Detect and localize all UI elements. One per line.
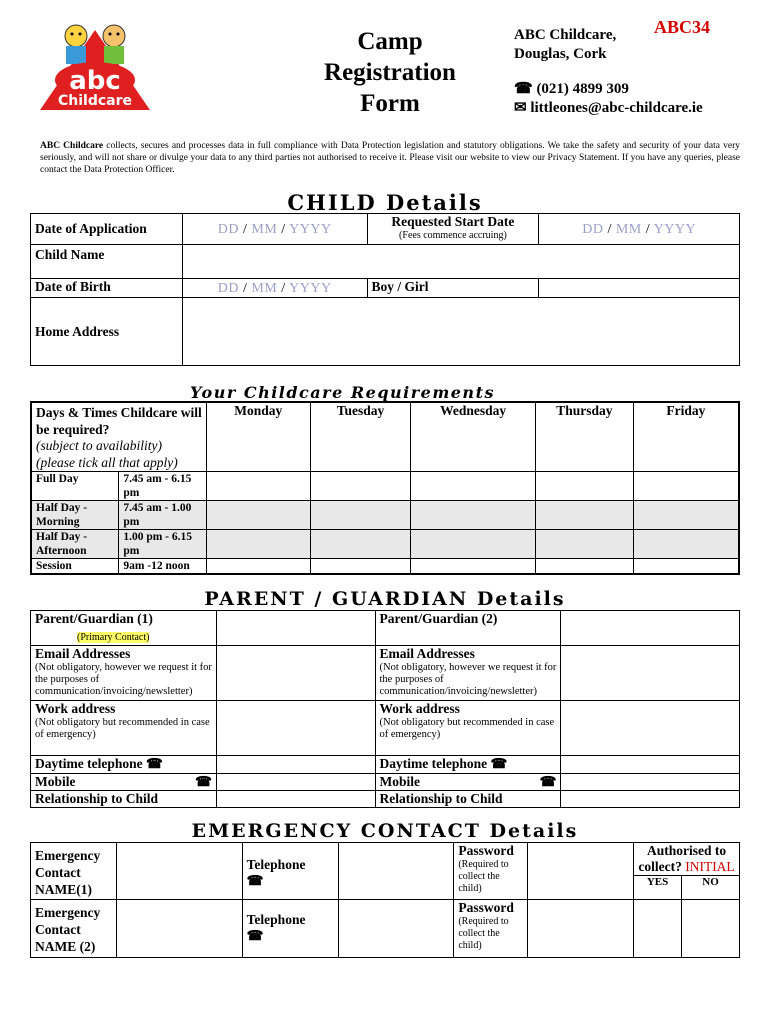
tick-cell[interactable] (206, 472, 310, 501)
primary-contact-badge: (Primary Contact) (77, 632, 150, 643)
logo-brand: abc (69, 66, 121, 96)
pg1-label: Parent/Guardian (1) (35, 611, 153, 626)
yyyy-placeholder: YYYY (289, 281, 332, 296)
requested-start-label-cell (367, 214, 539, 245)
org-block (514, 26, 703, 118)
email-label: Email Addresses (35, 646, 131, 661)
phone-icon: ☎ (490, 756, 508, 771)
abc-logo (36, 18, 154, 114)
initial-label: INITIAL (685, 859, 735, 874)
table-row (31, 472, 739, 501)
emergency-name1-field[interactable] (116, 843, 242, 900)
relationship-label-1: Relationship to Child (31, 791, 217, 808)
tick-cell[interactable] (411, 559, 536, 575)
requirements-header-sub1: (subject to availability) (36, 438, 162, 453)
emergency-name1-label: Emergency Contact NAME(1) (31, 843, 117, 900)
password-note: (Required to collect the child) (458, 916, 509, 951)
child-section-title: CHILD Details (287, 190, 483, 215)
pg1-work-field[interactable] (216, 701, 375, 756)
relationship-label-2: Relationship to Child (375, 791, 561, 808)
yes-tick-2[interactable] (634, 900, 682, 958)
date-separator: / (281, 281, 286, 296)
form-title-line3: Form (360, 90, 420, 117)
pg2-label: Parent/Guardian (2) (375, 611, 561, 646)
daytime-label-text: Daytime telephone (379, 756, 488, 771)
org-email-row[interactable] (514, 99, 703, 118)
org-address: Douglas, Cork (514, 46, 607, 62)
date-separator: / (242, 222, 248, 237)
telephone-label-2 (242, 900, 338, 958)
phone-icon: ☎ (246, 873, 264, 888)
child-name-field[interactable] (182, 245, 739, 279)
telephone-label-text: Telephone (246, 912, 306, 927)
home-address-label: Home Address (31, 298, 183, 366)
pg2-work-field[interactable] (561, 701, 740, 756)
pg2-email-field[interactable] (561, 646, 740, 701)
daytime-label-1 (31, 756, 217, 774)
row-time-half-day-afternoon: 1.00 pm - 6.15 pm (119, 530, 207, 559)
table-row (31, 501, 739, 530)
daytime-label-text: Daytime telephone (35, 756, 143, 771)
phone-icon: ☎ (195, 774, 212, 789)
email-label: Email Addresses (379, 646, 475, 661)
phone-icon: ☎ (539, 774, 557, 789)
date-of-birth-label: Date of Birth (31, 279, 183, 298)
org-email[interactable]: littleones@abc-childcare.ie (530, 100, 703, 116)
email-label-cell-1 (31, 646, 217, 701)
pg2-relationship-field[interactable] (561, 791, 740, 808)
requirements-header (31, 402, 206, 472)
tick-cell[interactable] (206, 501, 310, 530)
home-address-field[interactable] (182, 298, 739, 366)
parent-section-title: PARENT / GUARDIAN Details (204, 588, 566, 610)
requirements-header-sub2: (please tick all that apply) (36, 454, 178, 470)
emergency-name2-label: Emergency Contact NAME (2) (31, 900, 117, 958)
pg1-daytime-field[interactable] (216, 756, 375, 774)
row-time-half-day-morning: 7.45 am - 1.00 pm (119, 501, 207, 530)
date-of-application-field[interactable] (182, 214, 367, 245)
tick-cell[interactable] (536, 501, 634, 530)
tick-cell[interactable] (411, 530, 536, 559)
tick-cell[interactable] (536, 530, 634, 559)
tick-cell[interactable] (310, 472, 411, 501)
day-header-thursday: Thursday (536, 402, 634, 472)
emergency-password1-field[interactable] (528, 843, 634, 900)
yes-column[interactable] (634, 876, 682, 900)
yes-label: YES (646, 876, 669, 888)
tick-cell[interactable] (310, 530, 411, 559)
row-time-full-day: 7.45 am - 6.15 pm (119, 472, 207, 501)
form-title-line1: Camp (357, 28, 423, 55)
tick-cell[interactable] (633, 530, 739, 559)
tick-cell[interactable] (633, 501, 739, 530)
emergency-password2-field[interactable] (528, 900, 634, 958)
privacy-brand: ABC Childcare (40, 141, 104, 151)
privacy-text: collects, secures and processes data in full compliance with Data Protection legislation and statutory obligations. We take the safety and security of your data very seriously, and will not share or divulge your data to any third parties not authorised to receive it. Please visit our website to view our Privacy Statement. If you have any queries, please contact the Data Protection Officer. (40, 141, 740, 175)
row-name-session: Session (31, 559, 119, 575)
work-note: (Not obligatory but recommended in case of emergency) (35, 717, 210, 740)
org-phone-row (514, 80, 703, 99)
pg1-relationship-field[interactable] (216, 791, 375, 808)
mobile-label-text: Mobile (35, 774, 76, 789)
pg1-email-field[interactable] (216, 646, 375, 701)
logo-sub: Childcare (57, 93, 132, 109)
tick-cell[interactable] (633, 559, 739, 575)
phone-icon: ☎ (246, 928, 264, 943)
dd-placeholder: DD (217, 281, 239, 296)
tick-cell[interactable] (633, 472, 739, 501)
emergency-section-title: EMERGENCY CONTACT Details (191, 820, 579, 842)
phone-icon: ☎ (514, 81, 533, 97)
yyyy-placeholder: YYYY (289, 222, 332, 237)
fees-note: (Fees commence accruing) (399, 230, 507, 241)
child-name-label: Child Name (31, 245, 183, 279)
work-label-cell-2 (375, 701, 561, 756)
mm-placeholder: MM (251, 222, 278, 237)
pg2-name-field[interactable] (561, 611, 740, 646)
row-name-half-day-afternoon: Half Day - Afternoon (31, 530, 119, 559)
mm-placeholder: MM (251, 281, 278, 296)
email-label-cell-2 (375, 646, 561, 701)
tick-cell[interactable] (206, 530, 310, 559)
no-tick-2[interactable] (682, 900, 740, 958)
pg2-daytime-field[interactable] (561, 756, 740, 774)
password-label: Password (458, 843, 514, 858)
tick-cell[interactable] (310, 559, 411, 575)
password-note: (Required to collect the child) (458, 859, 509, 894)
telephone-label-text: Telephone (246, 857, 306, 872)
emergency-name2-field[interactable] (116, 900, 242, 958)
row-name-full-day: Full Day (31, 472, 119, 501)
day-header-wednesday: Wednesday (411, 402, 536, 472)
form-title (300, 26, 480, 119)
no-label: NO (702, 876, 719, 888)
table-row (31, 530, 739, 559)
work-label-cell-1 (31, 701, 217, 756)
work-address-label: Work address (379, 701, 460, 716)
email-note: (Not obligatory, however we request it for the purposes of communication/invoicing/newsletter) (379, 662, 557, 697)
date-of-birth-field[interactable] (182, 279, 367, 298)
requested-start-field[interactable] (539, 214, 740, 245)
date-of-application-label: Date of Application (31, 214, 183, 245)
form-code: ABC34 (654, 17, 711, 37)
pg1-name-field[interactable] (216, 611, 375, 646)
tick-cell[interactable] (411, 501, 536, 530)
date-separator: / (645, 222, 651, 237)
authorised-header (634, 843, 740, 876)
work-note: (Not obligatory but recommended in case of emergency) (379, 717, 555, 740)
privacy-statement (40, 140, 740, 176)
emergency-tel1-field[interactable] (338, 843, 454, 900)
table-row (31, 559, 739, 575)
yyyy-placeholder: YYYY (653, 222, 697, 237)
mobile-label-text: Mobile (379, 774, 421, 789)
pg2-mobile-field[interactable] (561, 774, 740, 791)
row-name-half-day-morning: Half Day - Morning (31, 501, 119, 530)
mobile-label-2 (375, 774, 561, 791)
mobile-label-1 (31, 774, 217, 791)
requested-start-label: Requested Start Date (391, 214, 515, 229)
row-time-session: 9am -12 noon (119, 559, 207, 575)
telephone-label-1 (242, 843, 338, 900)
date-separator: / (242, 281, 248, 296)
requirements-header-main: Days & Times Childcare will be required? (36, 405, 202, 437)
password-label-cell-2 (454, 900, 528, 958)
requirements-title: Your Childcare Requirements (190, 383, 495, 402)
date-separator: / (281, 222, 286, 237)
day-header-tuesday: Tuesday (310, 402, 411, 472)
no-column[interactable] (682, 876, 740, 900)
email-note: (Not obligatory, however we request it for the purposes of communication/invoicing/newsletter) (35, 662, 212, 697)
pg1-label-cell (31, 611, 217, 646)
requirements-table (30, 401, 740, 575)
child-details-table (30, 213, 740, 366)
pg1-mobile-field[interactable] (216, 774, 375, 791)
tick-cell[interactable] (536, 559, 634, 575)
tick-cell[interactable] (310, 501, 411, 530)
tick-cell[interactable] (536, 472, 634, 501)
authorised-label: Authorised to collect? (638, 843, 727, 874)
org-name: ABC Childcare, (514, 27, 617, 43)
emergency-table (30, 842, 740, 958)
mm-placeholder: MM (615, 222, 642, 237)
date-separator: / (607, 222, 612, 237)
day-header-monday: Monday (206, 402, 310, 472)
envelope-icon: ✉ (514, 100, 527, 116)
tick-cell[interactable] (411, 472, 536, 501)
dd-placeholder: DD (582, 222, 604, 237)
work-address-label: Work address (35, 701, 116, 716)
tick-cell[interactable] (206, 559, 310, 575)
password-label-cell-1 (454, 843, 528, 900)
password-label: Password (458, 900, 514, 915)
org-phone: (021) 4899 309 (536, 81, 629, 97)
parent-table (30, 610, 740, 808)
daytime-label-2 (375, 756, 561, 774)
boy-girl-label: Boy / Girl (367, 279, 539, 298)
boy-girl-field[interactable] (539, 279, 740, 298)
day-header-friday: Friday (633, 402, 739, 472)
dd-placeholder: DD (217, 222, 239, 237)
phone-icon: ☎ (145, 756, 163, 771)
emergency-tel2-field[interactable] (338, 900, 454, 958)
form-title-line2: Registration (324, 59, 456, 86)
